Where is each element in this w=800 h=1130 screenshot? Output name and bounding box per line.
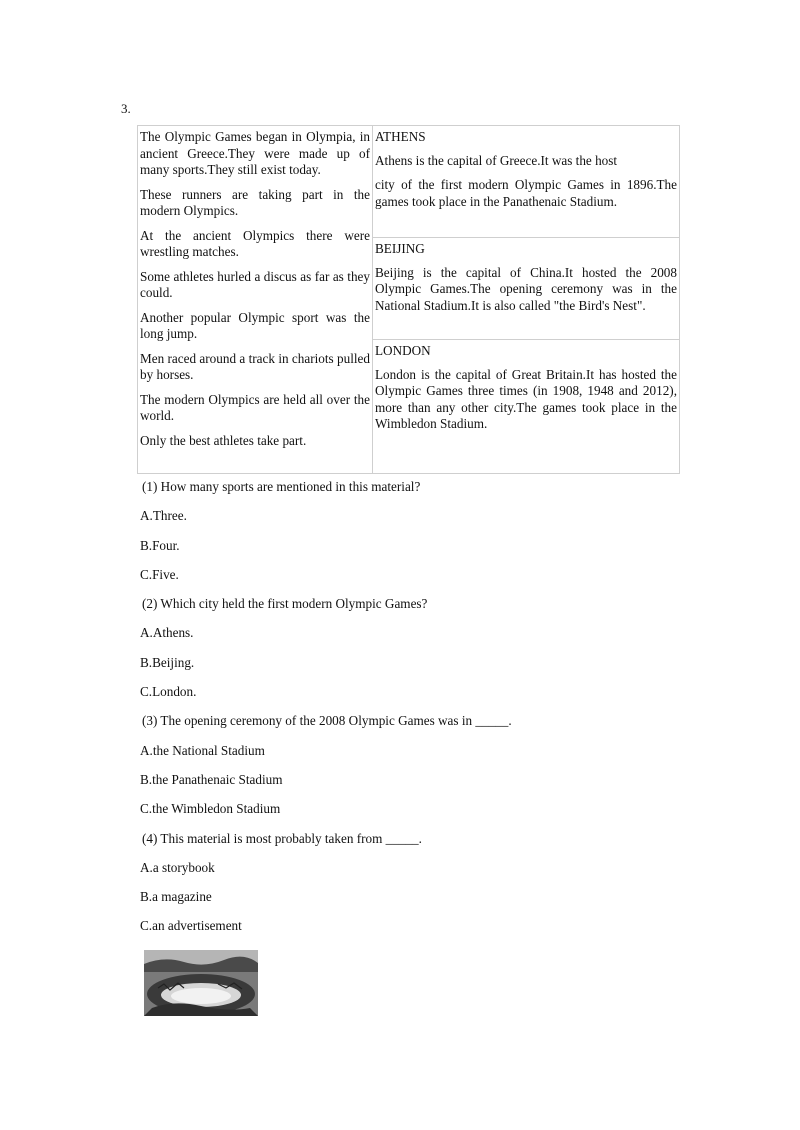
passage-paragraph: Men raced around a track in chariots pulled by horses. — [140, 350, 370, 382]
passage-paragraph: The Olympic Games began in Olympia, in ancient Greece.They were made up of many sports.They still exist today. — [140, 129, 370, 177]
passage-paragraph: These runners are taking part in the modern Olympics. — [140, 186, 370, 218]
question-list — [140, 478, 700, 947]
london-text: London is the capital of Great Britain.It has hosted the Olympic Games three times (in 1908, 1948 and 2012), more than any other city.The games took place in the Wimbledon Stadium. — [375, 366, 677, 431]
passage-paragraph: Some athletes hurled a discus as far as they could. — [140, 268, 370, 300]
passage-table — [137, 125, 680, 474]
athens-text: city of the first modern Olympic Games in 1896.The games took place in the Panathenaic Stadium. — [375, 177, 677, 209]
answer-option[interactable]: C.London. — [140, 684, 197, 700]
london-heading: LONDON — [375, 343, 431, 358]
question-stem: (3) The opening ceremony of the 2008 Olympic Games was in _____. — [142, 713, 512, 729]
passage-paragraph: Only the best athletes take part. — [140, 432, 307, 448]
athens-text: Athens is the capital of Greece.It was the host — [375, 152, 618, 168]
answer-option[interactable]: C.the Wimbledon Stadium — [140, 801, 281, 817]
passage-right-column — [373, 126, 679, 473]
question-stem: (1) How many sports are mentioned in this material? — [142, 479, 421, 494]
answer-option[interactable]: C.an advertisement — [140, 918, 242, 934]
passage-paragraph: The modern Olympics are held all over the world. — [140, 391, 370, 423]
stadium-photo — [144, 950, 258, 1016]
beijing-cell — [373, 237, 679, 339]
answer-option[interactable]: B.Beijing. — [140, 654, 195, 670]
answer-option[interactable]: B.the Panathenaic Stadium — [140, 771, 283, 787]
question-number: 3. — [121, 101, 131, 116]
athens-cell — [373, 126, 679, 237]
answer-option[interactable]: B.Four. — [140, 537, 180, 553]
london-cell — [373, 339, 679, 473]
question-stem: (4) This material is most probably taken from _____. — [142, 830, 422, 846]
athens-heading: ATHENS — [375, 129, 426, 144]
answer-option[interactable]: A.the National Stadium — [140, 742, 265, 758]
passage-paragraph: At the ancient Olympics there were wrestling matches. — [140, 227, 370, 259]
beijing-heading: BEIJING — [375, 241, 425, 256]
answer-option[interactable]: B.a magazine — [140, 889, 212, 905]
stadium-photo-image — [144, 950, 258, 1016]
question-stem: (2) Which city held the first modern Olympic Games? — [142, 596, 428, 612]
answer-option[interactable]: A.Athens. — [140, 625, 194, 641]
answer-option[interactable]: C.Five. — [140, 566, 179, 582]
beijing-text: Beijing is the capital of China.It hosted the 2008 Olympic Games.The opening ceremony was in the National Stadium.It is also called "the Bird's Nest". — [375, 264, 677, 313]
answer-option[interactable]: A.a storybook — [140, 859, 215, 875]
answer-option[interactable]: A.Three. — [140, 508, 187, 524]
passage-left-column — [138, 126, 373, 473]
passage-paragraph: Another popular Olympic sport was the long jump. — [140, 309, 370, 341]
